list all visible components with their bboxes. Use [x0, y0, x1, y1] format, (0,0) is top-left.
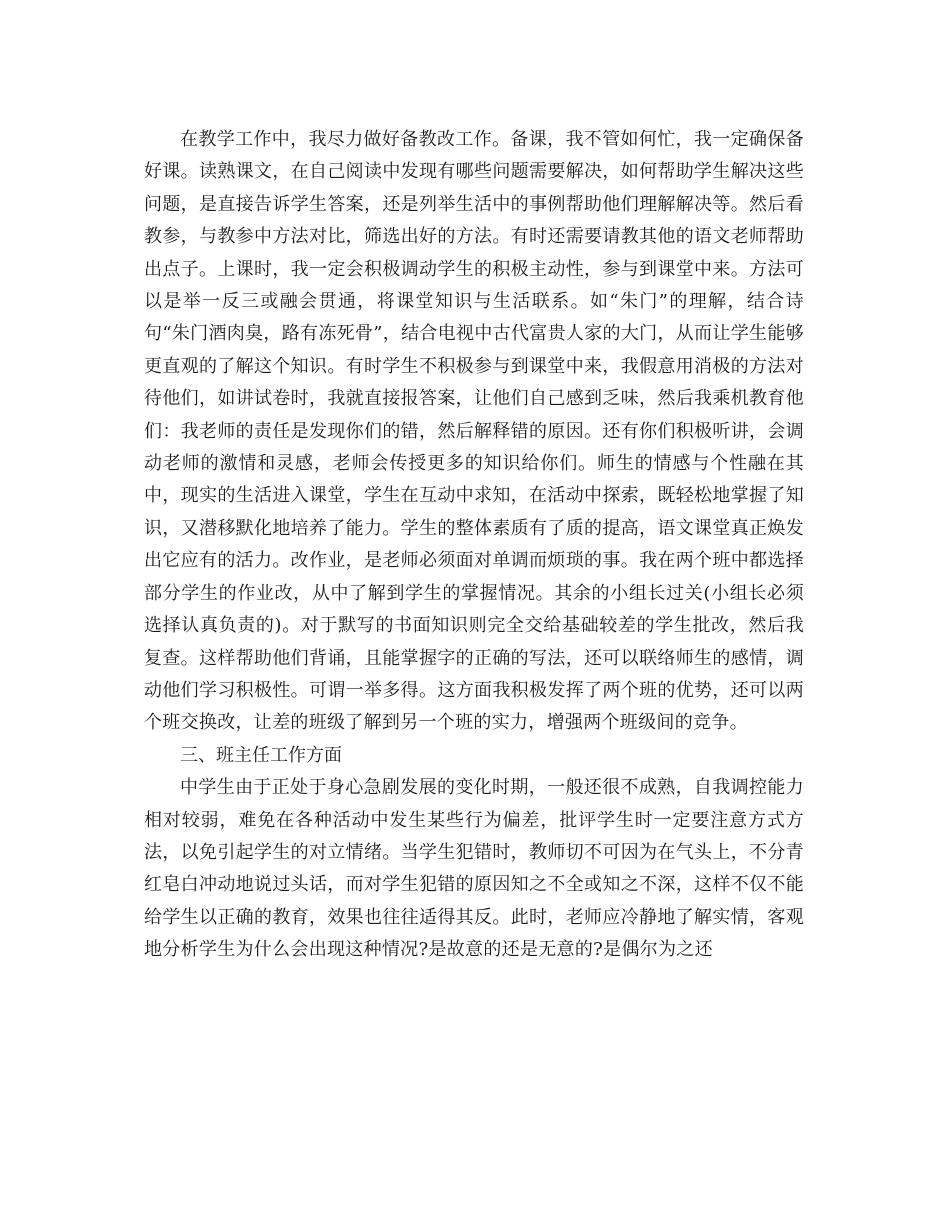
- section-heading-head-teacher: 三、班主任工作方面: [180, 744, 342, 766]
- document-page: [144, 124, 804, 967]
- paragraph-head-teacher-work: 中学生由于正处于身心急剧发展的变化时期，一般还很不成熟，自我调控能力相对较弱，难免在各种活动中发生某些行为偏差，批评学生时一定要注意方式方法，以免引起学生的对立情绪。当学生犯错时，教师切不可因为在气头上，不分青红皂白冲动地说过头话，而对学生犯错的原因知之不全或知之不深，这样不仅不能给学生以正确的教育，效果也往往适得其反。此时，老师应冷静地了解实情，客观地分析学生为什么会出现这种情况?是故意的还是无意的?是偶尔为之还: [144, 777, 804, 961]
- paragraph-teaching-work: 在教学工作中，我尽力做好备教改工作。备课，我不管如何忙，我一定确保备好课。读熟课文，在自己阅读中发现有哪些问题需要解决，如何帮助学生解决这些问题，是直接告诉学生答案，还是列举生活中的事例帮助他们理解解决等。然后看教参，与教参中方法对比，筛选出好的方法。有时还需要请教其他的语文老师帮助出点子。上课时，我一定会积极调动学生的积极主动性，参与到课堂中来。方法可以是举一反三或融会贯通，将课堂知识与生活联系。如“朱门”的理解，结合诗句“朱门酒肉臭，路有冻死骨”，结合电视中古代富贵人家的大门，从而让学生能够更直观的了解这个知识。有时学生不积极参与到课堂中来，我假意用消极的方法对待他们，如讲试卷时，我就直接报答案，让他们自己感到乏味，然后我乘机教育他们：我老师的责任是发现你们的错，然后解释错的原因。还有你们积极听讲，会调动老师的激情和灵感，老师会传授更多的知识给你们。师生的情感与个性融在其中，现实的生活进入课堂，学生在互动中求知，在活动中探索，既轻松地掌握了知识，又潜移默化地培养了能力。学生的整体素质有了质的提高，语文课堂真正焕发出它应有的活力。改作业，是老师必须面对单调而烦琐的事。我在两个班中都选择部分学生的作业改，从中了解到学生的掌握情况。其余的小组长过关(小组长必须选择认真负责的)。对于默写的书面知识则完全交给基础较差的学生批改，然后我复查。这样帮助他们背诵，且能掌握字的正确的写法，还可以联络师生的感情，调动他们学习积极性。可谓一举多得。这方面我积极发挥了两个班的优势，还可以两个班交换改，让差的班级了解到另一个班的实力，增强两个班级间的竞争。: [144, 129, 804, 734]
